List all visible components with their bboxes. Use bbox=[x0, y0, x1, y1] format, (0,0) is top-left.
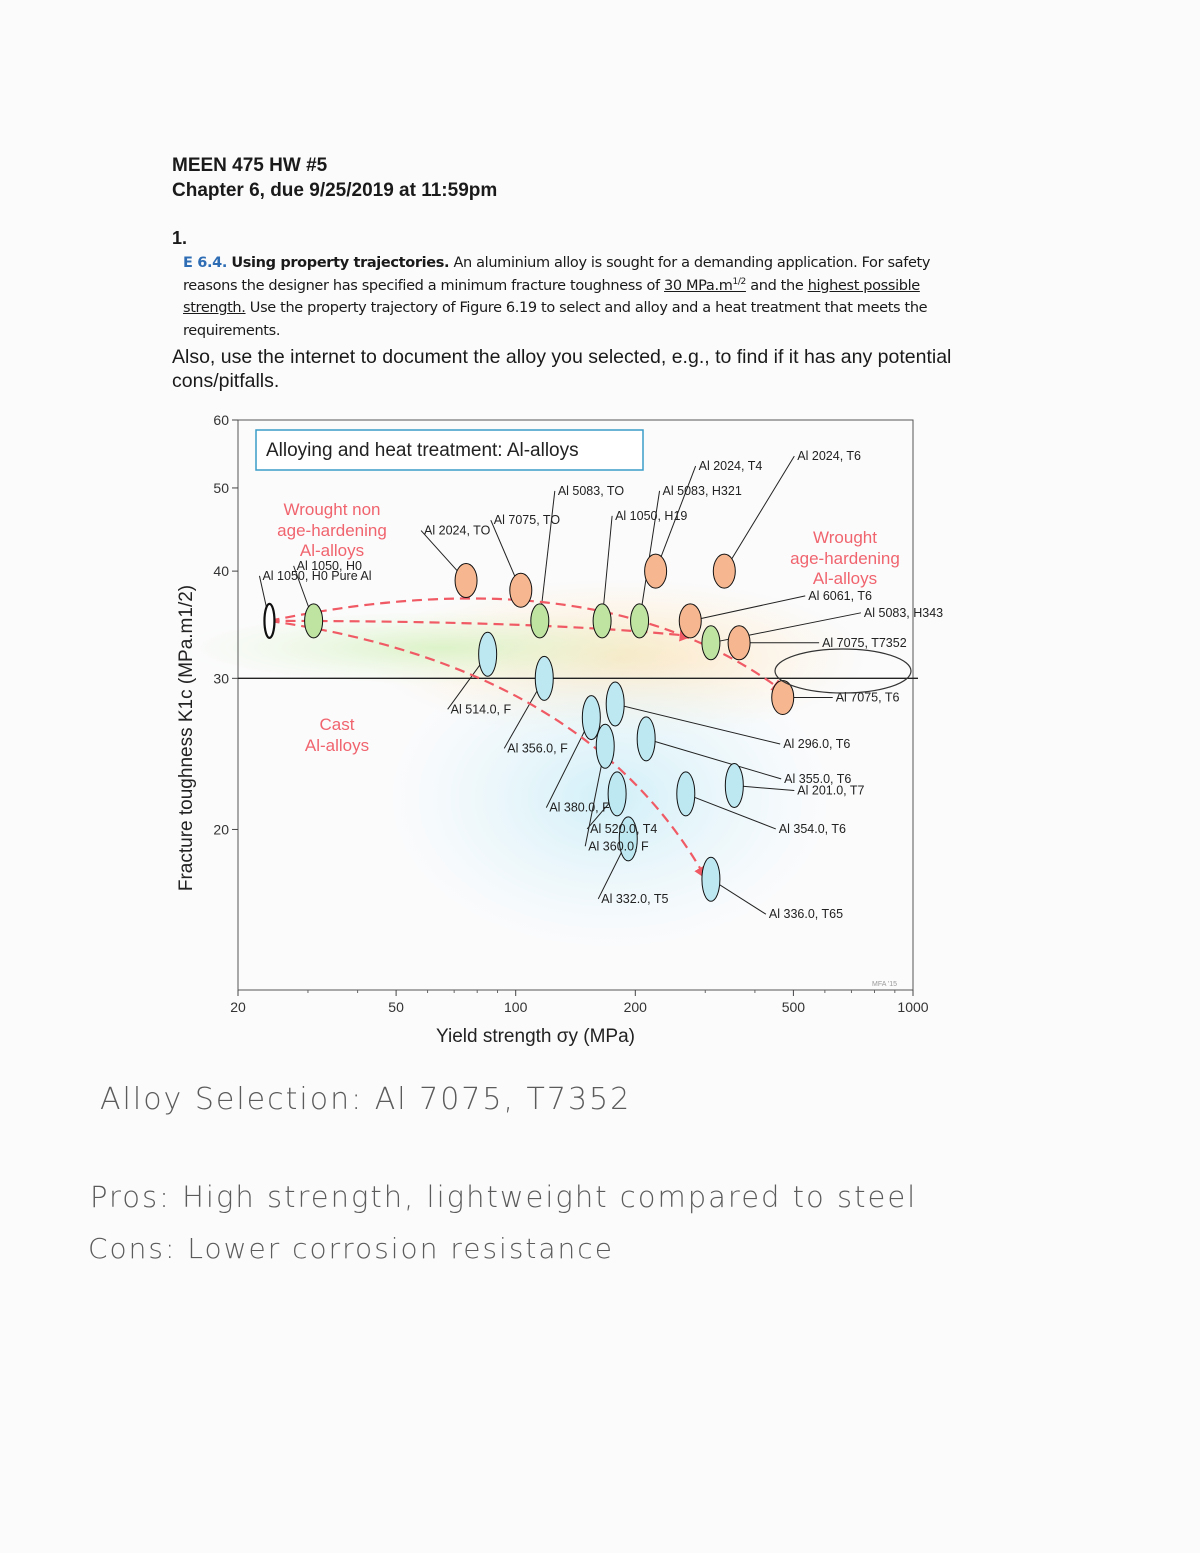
label-al-5083-to: Al 5083, TO bbox=[557, 483, 625, 498]
svg-text:Al-alloys: Al-alloys bbox=[299, 541, 365, 560]
label-al-1050-h19: Al 1050, H19 bbox=[615, 508, 688, 523]
x-tick-label: 1000 bbox=[897, 999, 929, 1015]
label-al-354-0-t6: Al 354.0, T6 bbox=[778, 821, 846, 836]
x-tick-label: 20 bbox=[230, 999, 246, 1015]
mark-al-5083-to bbox=[531, 604, 549, 638]
toughness-value: 30 $MPa.m^{1/2}$ bbox=[664, 276, 746, 294]
label-al-1050-h0-pure-al: Al 1050, H0 Pure Al bbox=[262, 568, 372, 583]
highest-possible: highest possible bbox=[807, 277, 920, 294]
y-axis-label: Fracture toughness K1c (MPa.m1/2) bbox=[176, 584, 197, 892]
exercise-id: E 6.4. bbox=[183, 255, 228, 271]
handwritten-alloy-selection: Alloy Selection: Al 7075, T7352 bbox=[100, 1082, 632, 1117]
label-al-332-0-t5: Al 332.0, T5 bbox=[601, 891, 669, 906]
mark-al-2024-t6 bbox=[713, 554, 735, 588]
mark-al-1050-h19 bbox=[593, 604, 611, 638]
mark-al-201-0-t7 bbox=[725, 764, 743, 808]
mark-al-356-0-f bbox=[535, 656, 553, 700]
mark-al-360-0-f bbox=[596, 724, 614, 768]
label-al-5083-h343: Al 5083, H343 bbox=[863, 605, 944, 620]
svg-text:Al-alloys: Al-alloys bbox=[304, 736, 370, 755]
question-text-a: An aluminium alloy is sought for a demanding application. For safety reasons the designer has specified a minimum fracture toughness of bbox=[183, 255, 931, 294]
label-al-2024-t4: Al 2024, T4 bbox=[698, 459, 763, 474]
strength-word: strength. bbox=[183, 300, 246, 316]
label-al-296-0-t6: Al 296.0, T6 bbox=[783, 737, 851, 752]
svg-text:Wrought non: Wrought non bbox=[283, 500, 381, 519]
mark-al-2024-to bbox=[455, 564, 477, 598]
label-al-201-0-t7: Al 201.0, T7 bbox=[797, 783, 865, 798]
question-text bbox=[183, 252, 983, 342]
svg-text:age-hardening: age-hardening bbox=[277, 521, 387, 540]
handwritten-pros: Pros: High strength, lightweight compared to steel bbox=[90, 1180, 918, 1214]
label-al-520-0-t4: Al 520.0, T4 bbox=[590, 821, 658, 836]
label-al-1050-h0: Al 1050, H0 bbox=[296, 558, 362, 573]
question-number: 1. bbox=[172, 228, 188, 248]
chart-title: Alloying and heat treatment: Al-alloys bbox=[266, 440, 579, 461]
mark-al-2024-t4 bbox=[645, 554, 667, 588]
label-al-380-0-f: Al 380.0, F bbox=[549, 800, 610, 815]
svg-text:Al-alloys: Al-alloys bbox=[812, 569, 878, 588]
handwritten-cons: Cons: Lower corrosion resistance bbox=[88, 1232, 614, 1265]
mark-al-514-0-f bbox=[479, 632, 497, 676]
property-trajectory-chart bbox=[150, 408, 944, 1058]
mark-al-355-0-t6 bbox=[637, 717, 655, 761]
label-al-7075-t6: Al 7075, T6 bbox=[835, 690, 900, 705]
watermark: MFA '15 bbox=[872, 981, 898, 988]
group-label-wrought-non bbox=[277, 500, 387, 560]
label-al-336-0-t65: Al 336.0, T65 bbox=[768, 907, 844, 922]
svg-text:Wrought: Wrought bbox=[813, 528, 877, 547]
mark-al-1050-h0 bbox=[305, 604, 323, 638]
exercise-title: Using property trajectories. bbox=[231, 255, 450, 271]
leader-al-2024-t6 bbox=[724, 456, 794, 571]
mark-al-520-0-t4 bbox=[608, 772, 626, 816]
label-al-7075-to: Al 7075, TO bbox=[493, 513, 561, 528]
mark-al-336-0-t65 bbox=[702, 857, 720, 901]
group-label-wrought-age bbox=[790, 528, 900, 588]
x-tick-label: 500 bbox=[781, 999, 806, 1015]
label-al-514-0-f: Al 514.0, F bbox=[450, 702, 512, 717]
y-tick-label: 30 bbox=[213, 670, 229, 687]
question-text-b: and the bbox=[745, 277, 808, 294]
x-tick-label: 200 bbox=[623, 999, 647, 1015]
homework-due-line: Chapter 6, due 9/25/2019 at 11:59pm bbox=[172, 180, 498, 201]
mark-al-1050-h0-pure-al bbox=[264, 604, 274, 638]
mark-al-7075-to bbox=[510, 573, 532, 607]
mark-al-6061-t6 bbox=[679, 604, 701, 638]
y-tick-label: 20 bbox=[213, 821, 229, 838]
mark-al-5083-h343 bbox=[702, 626, 720, 660]
label-al-355-0-t6: Al 355.0, T6 bbox=[784, 771, 852, 786]
label-al-356-0-f: Al 356.0, F bbox=[507, 741, 568, 756]
label-al-360-0-f: Al 360.0, F bbox=[588, 839, 649, 854]
x-tick-label: 100 bbox=[504, 999, 528, 1015]
mark-al-354-0-t6 bbox=[677, 772, 695, 816]
mark-al-5083-h321 bbox=[631, 604, 649, 638]
y-tick-label: 40 bbox=[213, 563, 229, 580]
envelope-shading bbox=[180, 578, 870, 948]
y-tick-label: 50 bbox=[213, 479, 229, 496]
svg-text:age-hardening: age-hardening bbox=[790, 549, 900, 568]
x-tick-label: 50 bbox=[388, 999, 404, 1015]
mark-al-296-0-t6 bbox=[606, 682, 624, 726]
y-tick-label: 60 bbox=[213, 412, 229, 428]
label-al-2024-t6: Al 2024, T6 bbox=[797, 449, 862, 464]
label-al-7075-t7352: Al 7075, T7352 bbox=[822, 635, 907, 650]
label-al-6061-t6: Al 6061, T6 bbox=[808, 588, 872, 603]
x-axis-label: Yield strength σy (MPa) bbox=[436, 1026, 635, 1047]
label-al-5083-h321: Al 5083, H321 bbox=[662, 483, 742, 498]
also-instruction: Also, use the internet to document the alloy you selected, e.g., to find if it has any potential cons/pitfalls. bbox=[172, 346, 952, 392]
group-label-cast bbox=[305, 715, 369, 755]
mark-al-7075-t7352 bbox=[728, 626, 750, 660]
label-al-2024-to: Al 2024, TO bbox=[424, 523, 491, 538]
question-text-c: Use the property trajectory of Figure 6.19 to select and alloy and a heat treatment that meets the requirements. bbox=[183, 300, 928, 339]
homework-title: MEEN 475 HW #5 bbox=[172, 155, 328, 176]
svg-text:Cast: Cast bbox=[319, 715, 355, 734]
